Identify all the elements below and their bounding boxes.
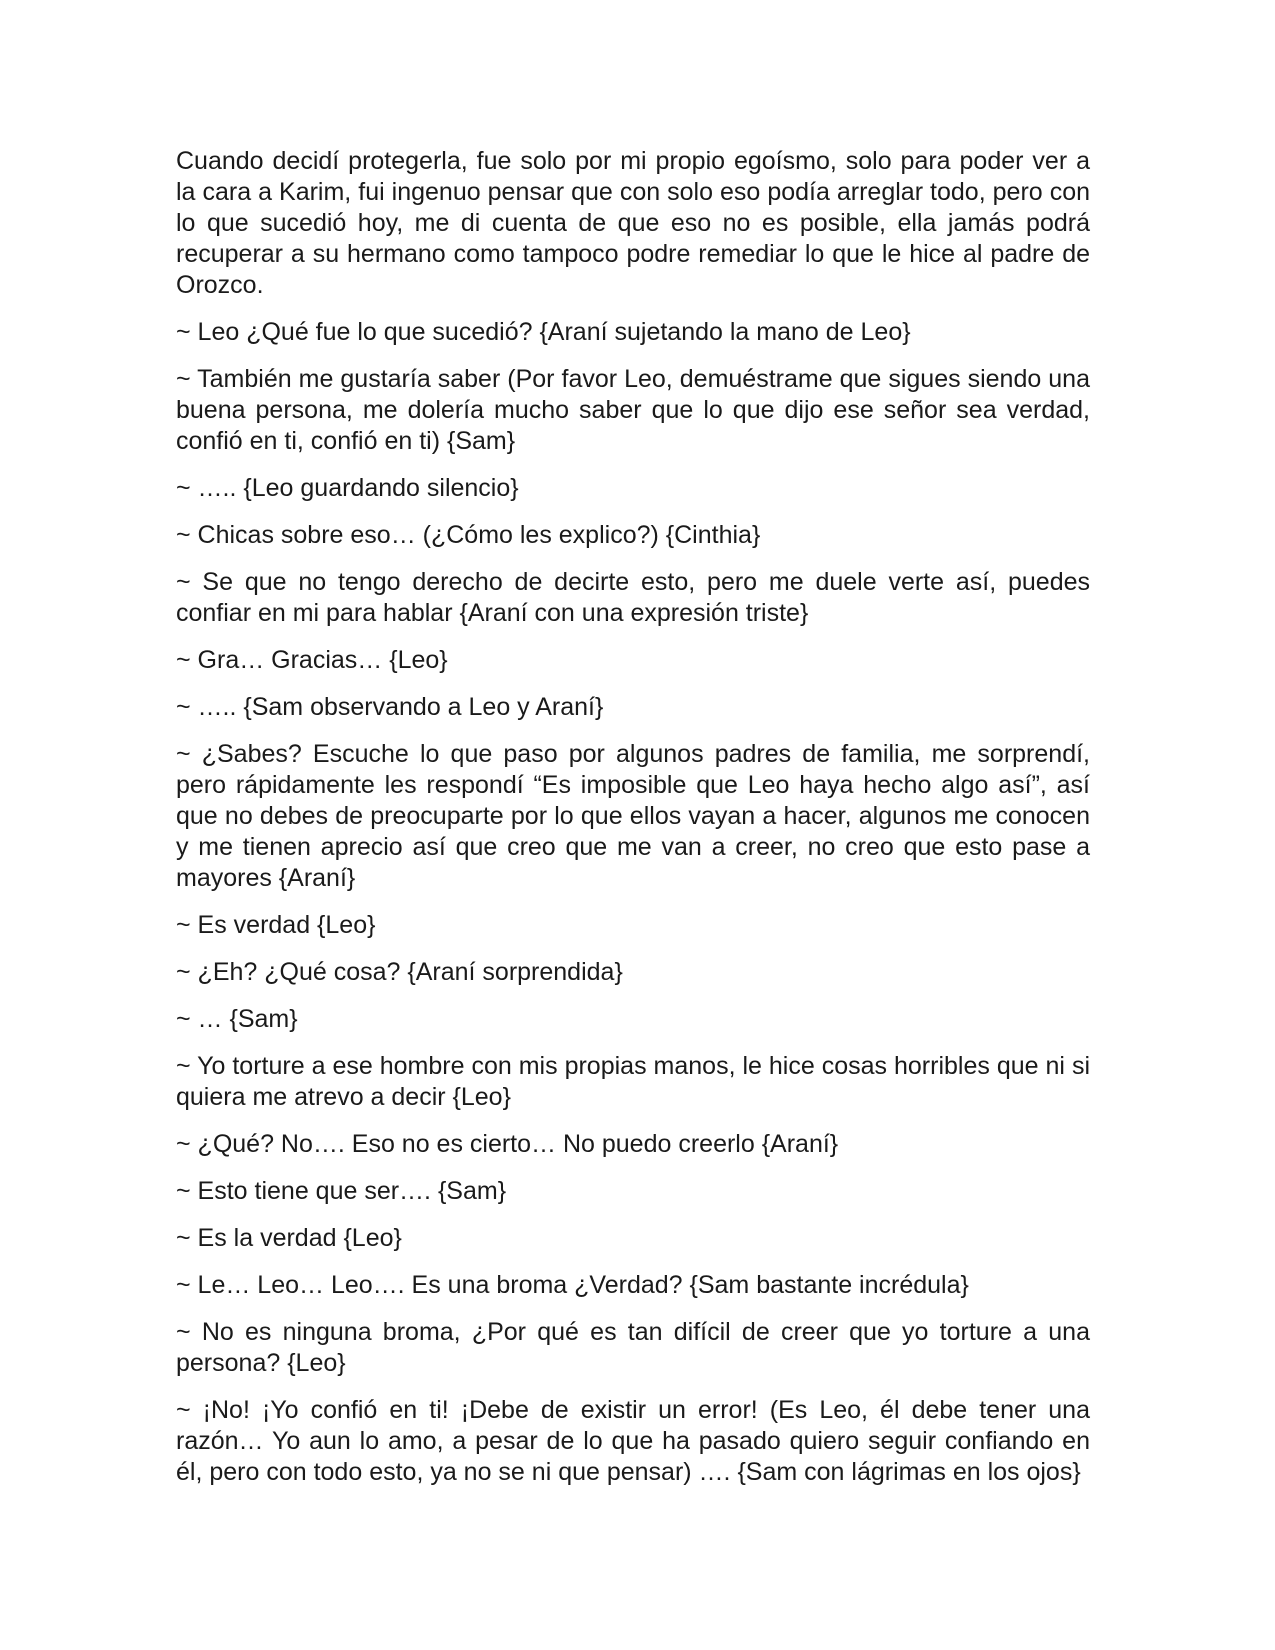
- dialogue-line: ~ Leo ¿Qué fue lo que sucedió? {Araní sujetando la mano de Leo}: [176, 318, 911, 346]
- dialogue-line: ~ Es la verdad {Leo}: [176, 1224, 402, 1252]
- dialogue-line: ~ ¡No! ¡Yo confió en ti! ¡Debe de existir un error! (Es Leo, él debe tener una razón… Yo aun lo amo, a pesar de lo que ha pasado quiero seguir confiando en él, pero con todo esto, ya no se ni que pensar) …. {Sam con lágrimas en los ojos}: [176, 1396, 1090, 1486]
- dialogue-line: ~ ¿Qué? No…. Eso no es cierto… No puedo creerlo {Araní}: [176, 1130, 839, 1158]
- dialogue-line: ~ Gra… Gracias… {Leo}: [176, 646, 448, 674]
- dialogue-line: ~ Esto tiene que ser…. {Sam}: [176, 1177, 507, 1205]
- dialogue-line: ~ No es ninguna broma, ¿Por qué es tan difícil de creer que yo torture a una persona? {Leo}: [176, 1318, 1090, 1377]
- dialogue-line: ~ … {Sam}: [176, 1005, 298, 1033]
- dialogue-line: ~ Es verdad {Leo}: [176, 911, 376, 939]
- document-page: [176, 146, 1090, 1504]
- dialogue-line: ~ Le… Leo… Leo…. Es una broma ¿Verdad? {Sam bastante incrédula}: [176, 1271, 969, 1299]
- dialogue-line: ~ Se que no tengo derecho de decirte esto, pero me duele verte así, puedes confiar en mi para hablar {Araní con una expresión triste}: [176, 568, 1090, 627]
- dialogue-line: ~ También me gustaría saber (Por favor Leo, demuéstrame que sigues siendo una buena persona, me dolería mucho saber que lo que dijo ese señor sea verdad, confió en ti, confió en ti) {Sam}: [176, 365, 1090, 455]
- dialogue-line: ~ Chicas sobre eso… (¿Cómo les explico?) {Cinthia}: [176, 521, 761, 549]
- dialogue-line: ~ Yo torture a ese hombre con mis propias manos, le hice cosas horribles que ni si quiera me atrevo a decir {Leo}: [176, 1052, 1090, 1111]
- narration-paragraph: Cuando decidí protegerla, fue solo por mi propio egoísmo, solo para poder ver a la cara a Karim, fui ingenuo pensar que con solo eso podía arreglar todo, pero con lo que sucedió hoy, me di cuenta de que eso no es posible, ella jamás podrá recuperar a su hermano como tampoco podre remediar lo que le hice al padre de Orozco.: [176, 147, 1090, 299]
- dialogue-line: ~ ¿Sabes? Escuche lo que paso por algunos padres de familia, me sorprendí, pero rápidamente les respondí “Es imposible que Leo haya hecho algo así”, así que no debes de preocuparte por lo que ellos vayan a hacer, algunos me conocen y me tienen aprecio así que creo que me van a creer, no creo que esto pase a mayores {Araní}: [176, 740, 1090, 892]
- dialogue-line: ~ ….. {Leo guardando silencio}: [176, 474, 519, 502]
- dialogue-line: ~ ….. {Sam observando a Leo y Araní}: [176, 693, 604, 721]
- dialogue-line: ~ ¿Eh? ¿Qué cosa? {Araní sorprendida}: [176, 958, 623, 986]
